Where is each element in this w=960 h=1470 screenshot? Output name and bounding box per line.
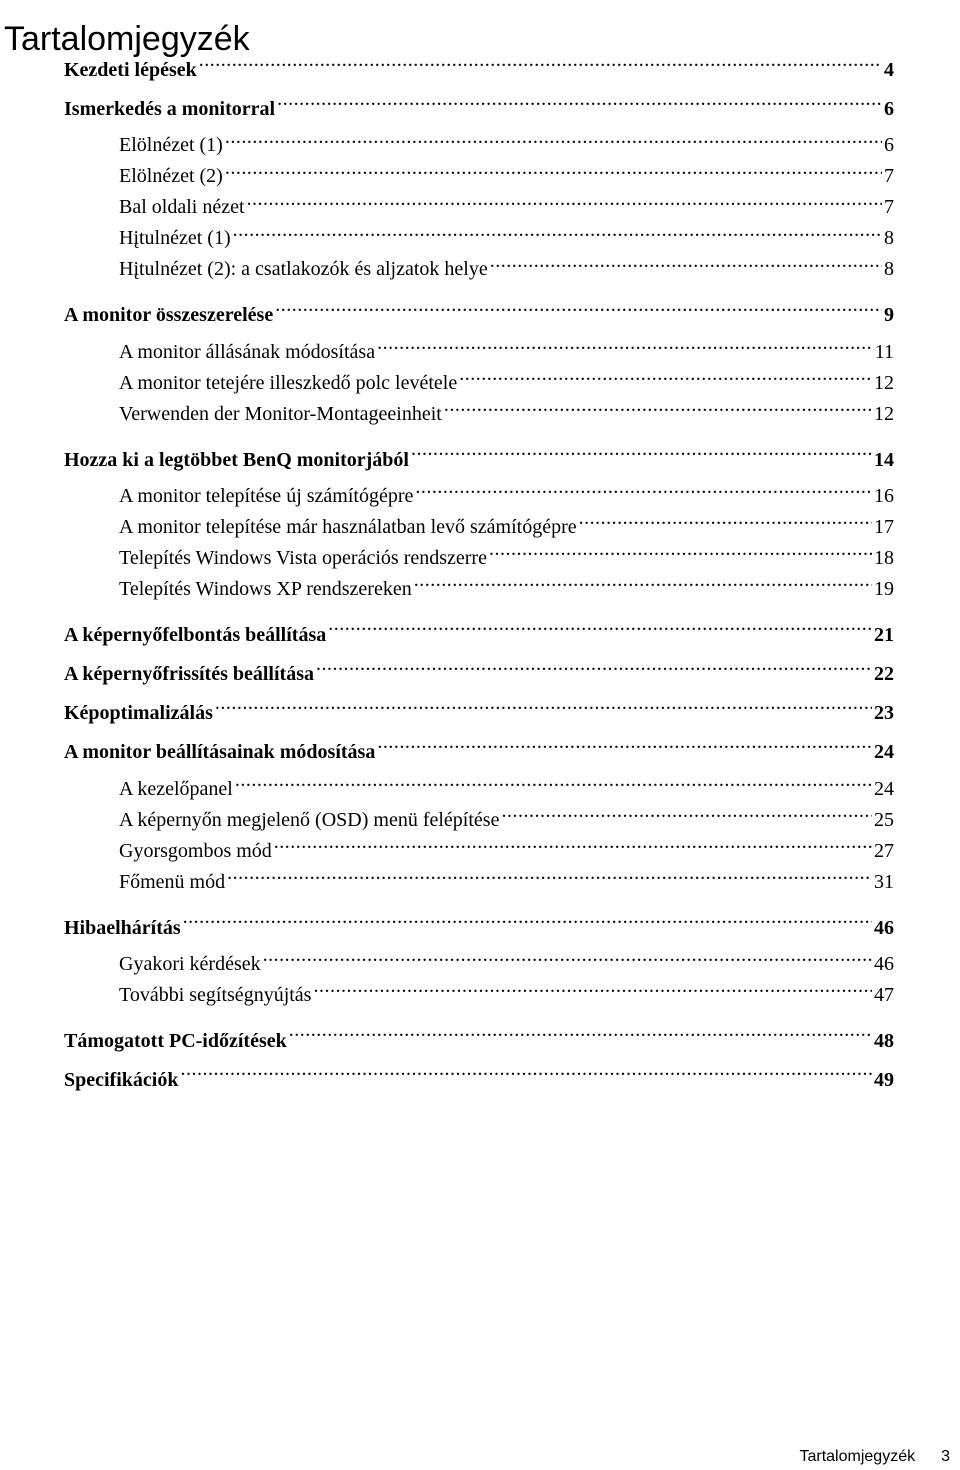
toc-entry-page-number: 7 [884,165,894,188]
toc-entry-title: A monitor telepítése már használatban levő számítógépre [119,515,577,538]
footer-page-number: 3 [941,1448,950,1465]
toc-dot-leader [225,131,882,151]
toc-dot-leader [444,400,872,420]
toc-entry-title: A monitor telepítése új számítógépre [119,484,414,507]
toc-entry-page-number: 27 [874,839,894,862]
toc-entry[interactable] [64,656,894,695]
toc-entry-title: Telepítés Windows Vista operációs rendszerre [119,546,487,569]
toc-entry[interactable] [64,949,894,980]
toc-entry-page-number: 25 [874,808,894,831]
toc-dot-leader [275,301,882,321]
toc-dot-leader [225,162,882,182]
toc-entry-page-number: 47 [874,983,894,1006]
toc-entry[interactable] [64,368,894,399]
toc-entry-page-number: 49 [874,1068,894,1091]
toc-entry-page-number: 48 [874,1029,894,1052]
footer-section-title: Tartalomjegyzék [799,1448,916,1465]
toc-entry[interactable] [64,1062,894,1101]
toc-entry[interactable] [64,297,894,336]
toc-entry[interactable] [64,161,894,192]
toc-entry-title: A monitor tetejére illeszkedő polc levétele [119,371,458,394]
toc-dot-leader [501,806,872,826]
toc-entry-page-number: 12 [874,402,894,425]
toc-entry-title: Gyakori kérdések [119,952,261,975]
toc-entry[interactable] [64,442,894,481]
toc-entry-page-number: 11 [874,340,894,363]
toc-entry-title: Gyorsgombos mód [119,839,272,862]
toc-entry-title: Támogatott PC-időzítések [64,1029,287,1052]
page-footer [799,1448,950,1466]
toc-entry-title: Specifikációk [64,1068,179,1091]
toc-entry-title: További segítségnyújtás [119,983,312,1006]
toc-entry-page-number: 46 [874,916,894,939]
toc-dot-leader [377,738,872,758]
toc-dot-leader [183,914,872,934]
toc-dot-leader [377,338,873,358]
toc-entry-page-number: 24 [874,741,894,764]
toc-dot-leader [489,544,872,564]
toc-entry[interactable] [64,867,894,898]
toc-entry-page-number: 12 [874,371,894,394]
toc-dot-leader [328,621,872,641]
toc-entry[interactable] [64,617,894,656]
toc-dot-leader [579,513,872,533]
toc-entry-title: Verwenden der Monitor-Montageeinheit [119,402,442,425]
toc-entry[interactable] [64,254,894,285]
toc-entry-title: A monitor összeszerelése [64,304,274,327]
toc-dot-leader [289,1027,872,1047]
toc-entry-title: Ismerkedés a monitorral [64,98,276,121]
toc-entry-title: Hibaelhárítás [64,916,181,939]
toc-entry[interactable] [64,774,894,805]
toc-entry-page-number: 31 [874,870,894,893]
toc-entry-title: A képernyőfelbontás beállítása [64,623,327,646]
toc-entry-page-number: 4 [884,59,894,81]
toc-entry-page-number: 16 [874,484,894,507]
toc-entry[interactable] [64,399,894,430]
toc-dot-leader [415,482,872,502]
toc-dot-leader [233,224,882,244]
toc-dot-leader [414,575,872,595]
toc-entry[interactable] [64,695,894,734]
toc-entry-title: Képoptimalizálás [64,702,213,725]
toc-entry-title: A kezelőpanel [119,777,233,800]
toc-entry[interactable] [64,1023,894,1062]
toc-entry-title: A képernyőfrissítés beállítása [64,662,314,685]
toc-entry[interactable] [64,192,894,223]
toc-entry[interactable] [64,337,894,368]
toc-entry-page-number: 24 [874,777,894,800]
toc-entry[interactable] [64,980,894,1011]
toc-entry[interactable] [64,836,894,867]
toc-entry[interactable] [64,543,894,574]
toc-entry-title: Kezdeti lépések [64,59,197,81]
toc-entry[interactable] [64,223,894,254]
page-title: Tartalomjegyzék [4,19,250,58]
toc-entry-title: Főmenü mód [119,870,226,893]
toc-dot-leader [316,660,872,680]
toc-entry[interactable] [64,734,894,773]
toc-entry-title: Hozza ki a legtöbbet BenQ monitorjából [64,448,409,471]
toc-entry-page-number: 6 [884,98,894,121]
toc-entry-title: Hįtulnézet (2): a csatlakozók és aljzatok helye [119,258,488,281]
toc-entry-title: Telepítés Windows XP rendszereken [119,577,412,600]
toc-entry-page-number: 23 [874,702,894,725]
toc-dot-leader [227,868,872,888]
toc-entry[interactable] [64,512,894,543]
toc-entry-page-number: 46 [874,952,894,975]
toc-dot-leader [263,950,872,970]
toc-entry-page-number: 21 [874,623,894,646]
toc-entry[interactable] [64,910,894,949]
toc-entry[interactable] [64,481,894,512]
toc-dot-leader [313,981,872,1001]
toc-dot-leader [277,95,882,115]
toc-entry[interactable] [64,130,894,161]
toc-entry-page-number: 8 [884,258,894,281]
toc-dot-leader [459,369,872,389]
toc-dot-leader [247,193,882,213]
toc-dot-leader [235,775,872,795]
toc-dot-leader [411,446,872,466]
toc-entry-title: Hįtulnézet (1) [119,227,231,250]
table-of-contents [64,52,894,1101]
toc-entry-title: A monitor beállításainak módosítása [64,741,376,764]
toc-entry-page-number: 19 [874,577,894,600]
toc-entry[interactable] [64,52,894,91]
toc-dot-leader [274,837,872,857]
toc-dot-leader [215,699,872,719]
toc-entry[interactable] [64,574,894,605]
toc-entry-page-number: 9 [884,304,894,327]
toc-entry-page-number: 22 [874,662,894,685]
toc-entry-title: Bal oldali nézet [119,196,245,219]
toc-entry-page-number: 18 [874,546,894,569]
toc-entry-title: Elölnézet (1) [119,134,223,157]
toc-entry-page-number: 6 [884,134,894,157]
toc-entry-page-number: 8 [884,227,894,250]
toc-entry-page-number: 17 [874,515,894,538]
toc-dot-leader [490,255,882,275]
toc-entry-page-number: 7 [884,196,894,219]
toc-entry-title: A monitor állásának módosítása [119,340,376,363]
toc-entry[interactable] [64,805,894,836]
toc-entry-page-number: 14 [874,448,894,471]
toc-dot-leader [199,56,882,76]
toc-dot-leader [180,1066,872,1086]
toc-entry[interactable] [64,91,894,130]
toc-entry-title: Elölnézet (2) [119,165,223,188]
toc-entry-title: A képernyőn megjelenő (OSD) menü felépítése [119,808,500,831]
